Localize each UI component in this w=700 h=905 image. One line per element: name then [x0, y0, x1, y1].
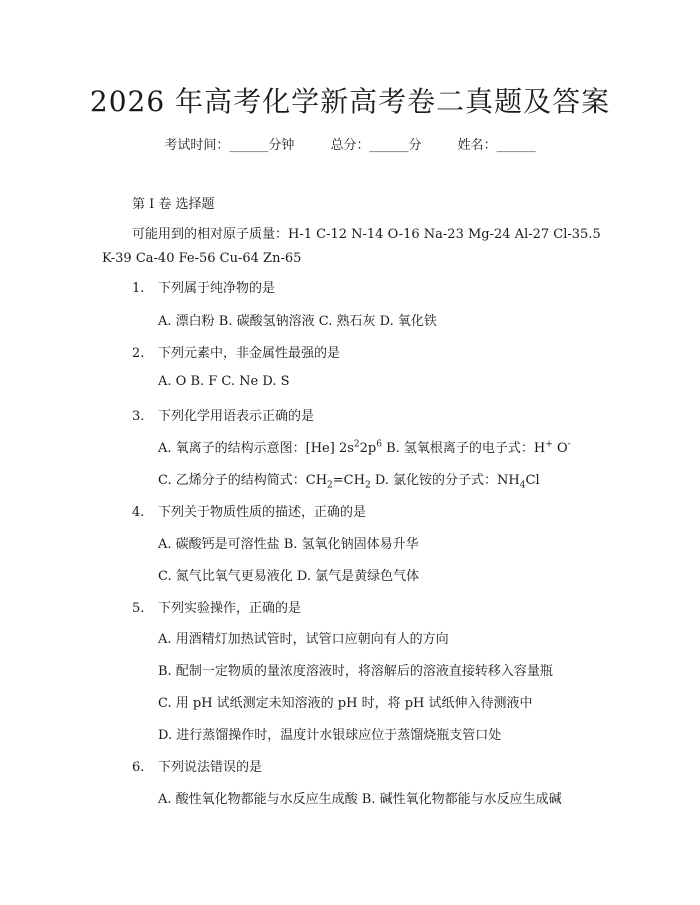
question-number: 4. — [132, 505, 145, 520]
question-text: 下列关于物质性质的描述，正确的是 — [158, 505, 367, 520]
question-5-option-a: A. 用酒精灯加热试管时，试管口应朝向有人的方向 — [158, 632, 449, 647]
question-1 — [132, 277, 275, 296]
atomic-masses — [102, 223, 607, 271]
question-2-options: A. O B. F C. Ne D. S — [158, 374, 290, 389]
exam-time: 考试时间：______分钟 — [164, 138, 295, 153]
atomic-masses-line2: K-39 Ca-40 Fe-56 Cu-64 Zn-65 — [102, 251, 302, 266]
question-5-option-b: B. 配制一定物质的量浓度溶液时，将溶解后的溶液直接转移入容量瓶 — [158, 664, 553, 679]
question-text: 下列化学用语表示正确的是 — [158, 409, 315, 424]
question-text: 下列实验操作，正确的是 — [158, 601, 302, 616]
question-3-options-ab: A. 氧离子的结构示意图：[He] $2s^22p^6$ B. 氢氧根离子的电子式：H+ O- — [158, 439, 571, 456]
question-1-options: A. 漂白粉 B. 碳酸氢钠溶液 C. 熟石灰 D. 氧化铁 — [158, 314, 437, 329]
question-6-options-ab: A. 酸性氧化物都能与水反应生成酸 B. 碱性氧化物都能与水反应生成碱 — [158, 792, 562, 807]
question-5 — [132, 597, 301, 616]
question-number: 2. — [132, 346, 145, 361]
question-number: 5. — [132, 601, 145, 616]
question-text: 下列说法错误的是 — [158, 760, 263, 775]
question-2 — [132, 342, 340, 361]
atomic-masses-line1: 可能用到的相对原子质量：H-1 C-12 N-14 O-16 Na-23 Mg-24 Al-27 Cl-35.5 — [132, 227, 601, 242]
section-heading: 第 I 卷 选择题 — [132, 197, 215, 212]
question-6 — [132, 756, 262, 775]
question-number: 6. — [132, 760, 145, 775]
page-title: 2026 年高考化学新高考卷二真题及答案 — [89, 85, 611, 118]
question-4-options-ab: A. 碳酸钙是可溶性盐 B. 氢氧化钠固体易升华 — [158, 537, 419, 552]
question-number: 1. — [132, 281, 145, 296]
student-name: 姓名：______ — [457, 138, 536, 153]
exam-score: 总分：______分 — [330, 138, 422, 153]
question-3 — [132, 405, 314, 424]
question-4 — [132, 501, 366, 520]
question-number: 3. — [132, 409, 145, 424]
question-5-option-c: C. 用 pH 试纸测定未知溶液的 pH 时，将 pH 试纸伸入待测液中 — [158, 696, 533, 711]
question-3-options-cd: C. 乙烯分子的结构简式：$CH_2=CH_2$ D. 氯化铵的分子式：$NH_4Cl$ — [158, 473, 540, 491]
question-text: 下列元素中，非金属性最强的是 — [158, 346, 341, 361]
question-5-option-d: D. 进行蒸馏操作时，温度计水银球应位于蒸馏烧瓶支管口处 — [158, 728, 502, 743]
exam-meta — [0, 134, 700, 153]
question-4-options-cd: C. 氮气比氧气更易液化 D. 氯气是黄绿色气体 — [158, 569, 420, 584]
question-text: 下列属于纯净物的是 — [158, 281, 276, 296]
